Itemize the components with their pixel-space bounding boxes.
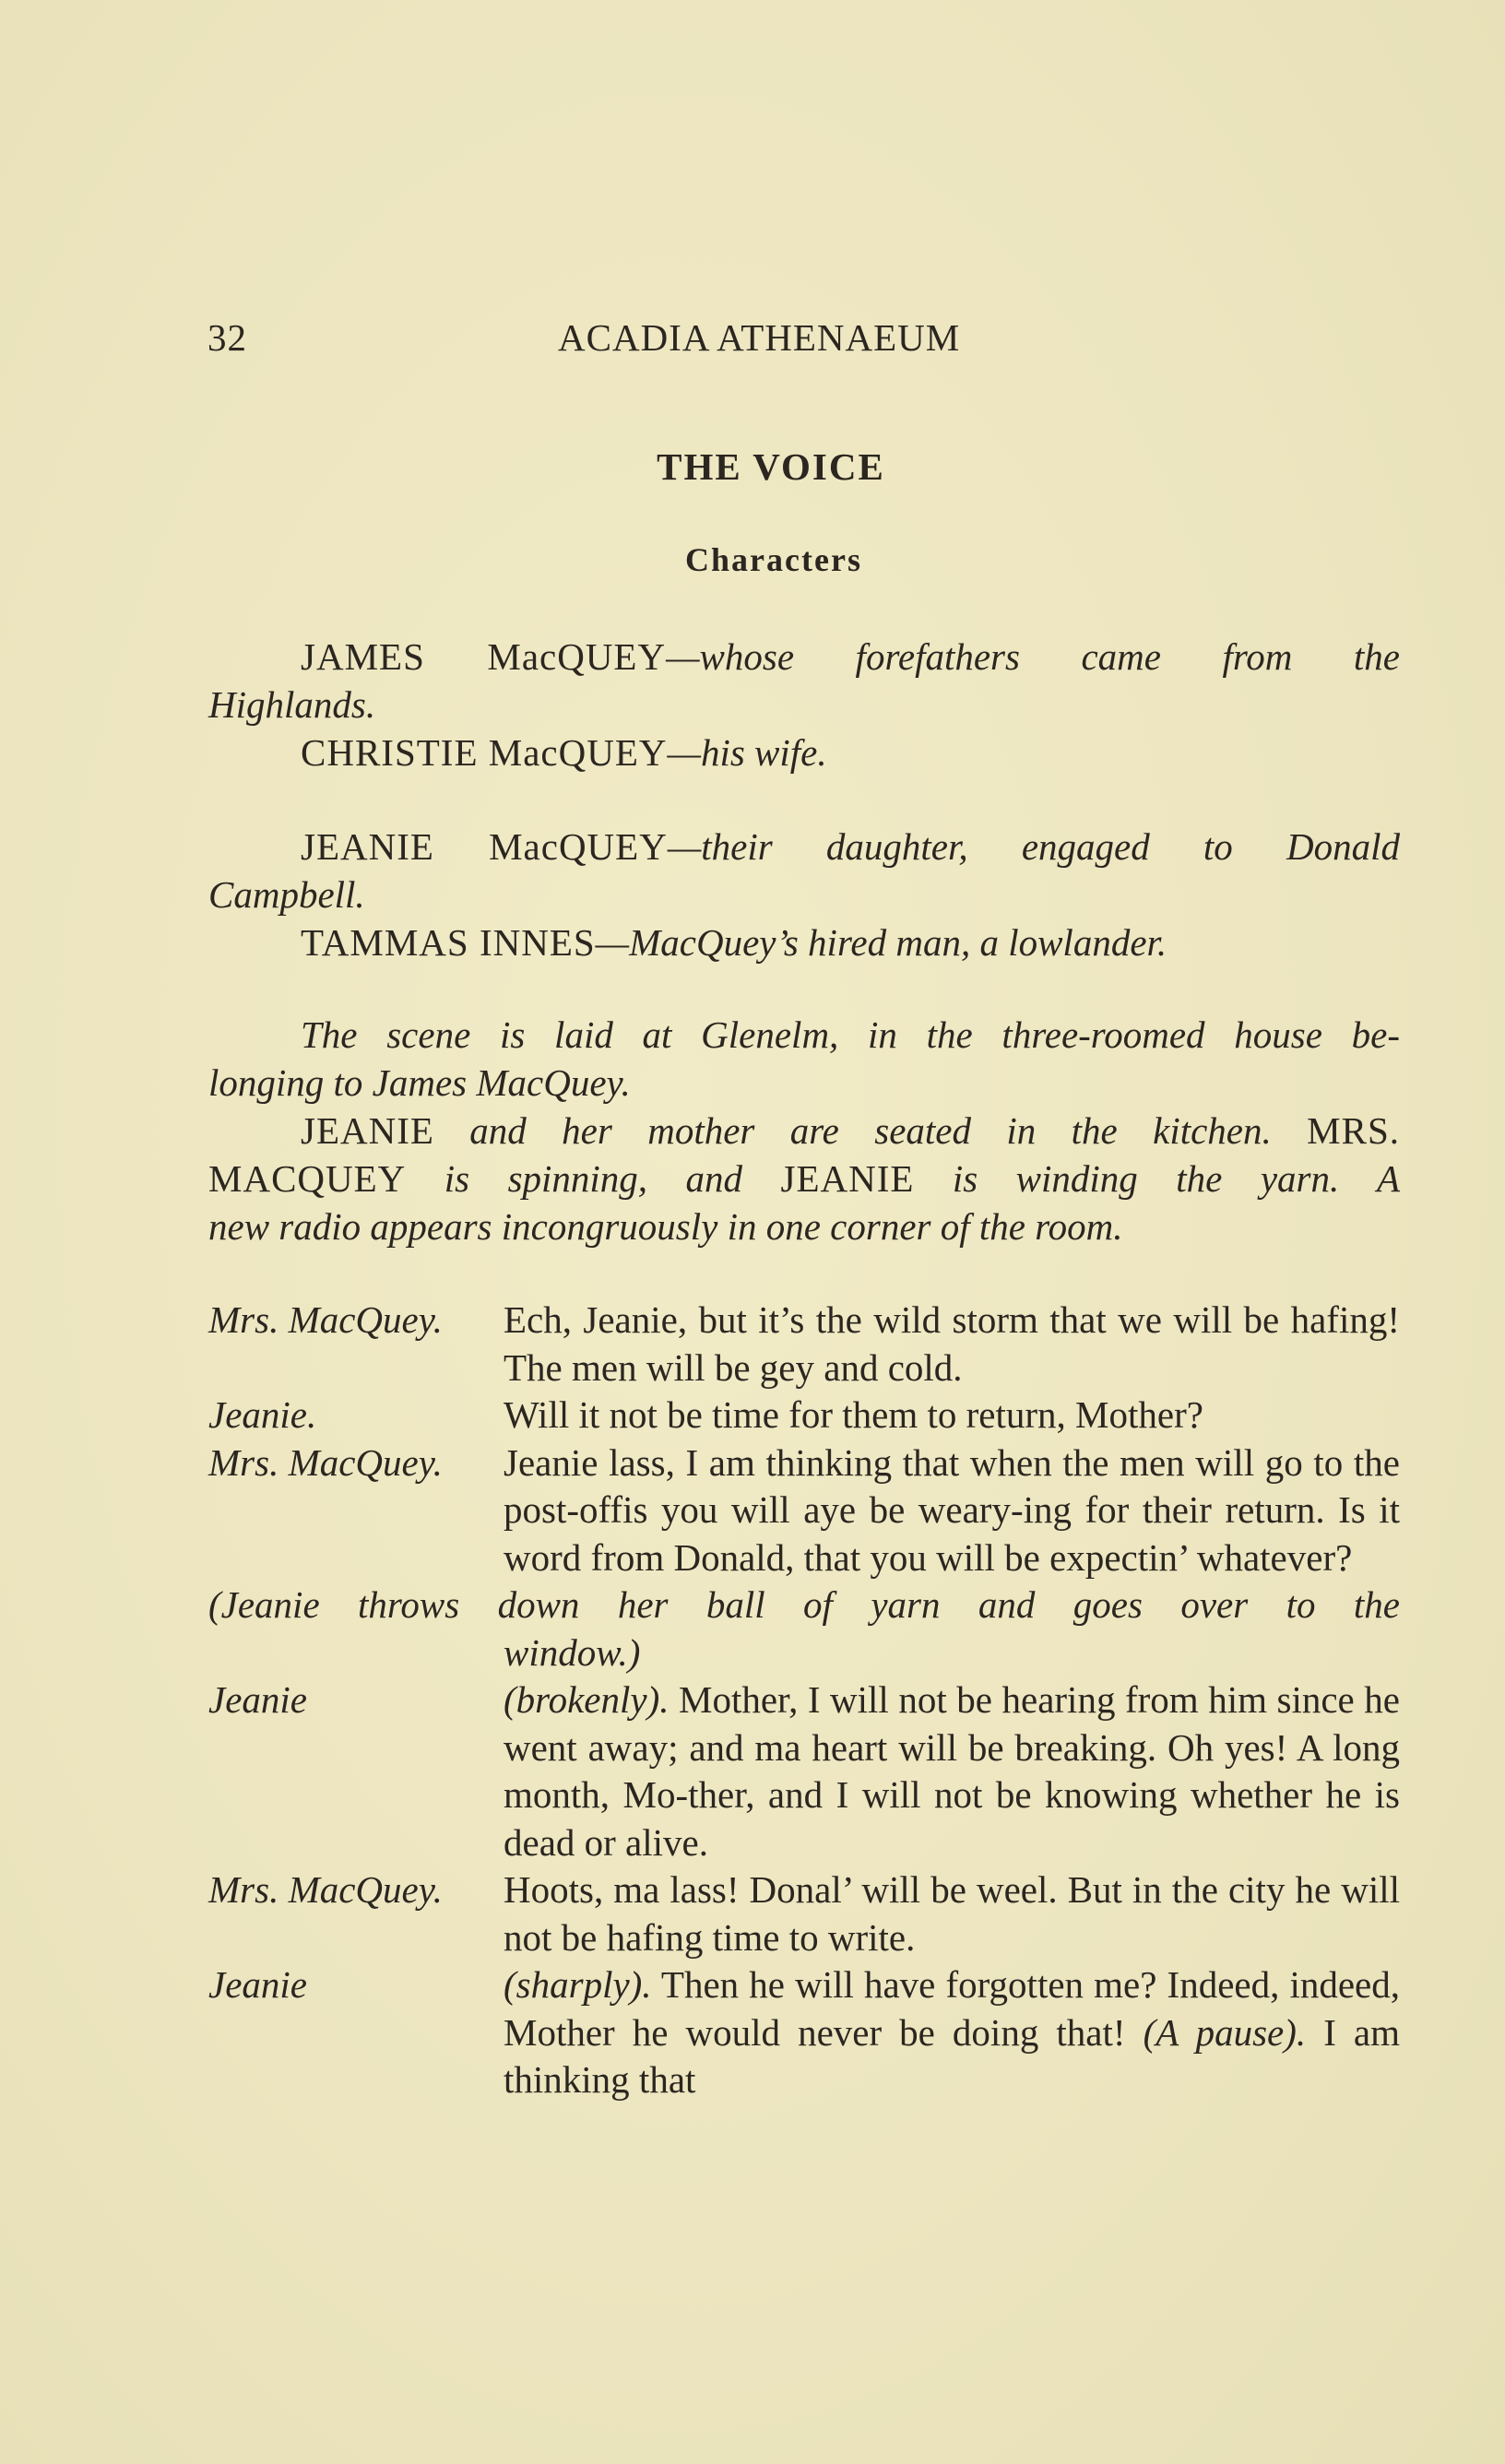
dialogue bbox=[208, 1297, 1400, 2104]
speech-text bbox=[504, 1676, 1400, 1866]
characters-heading: Characters bbox=[685, 541, 862, 578]
scene-line: new radio appears incongruously in one corner of the room. bbox=[208, 1205, 1123, 1248]
speech-text bbox=[504, 1961, 1400, 2104]
page-number: 32 bbox=[207, 316, 247, 359]
scene-line: longing to James MacQuey. bbox=[208, 1061, 631, 1104]
character-entry-james bbox=[208, 633, 1400, 776]
scene-text: and her mother are seated in the kitchen. bbox=[433, 1109, 1308, 1152]
scene-name: MACQUEY bbox=[208, 1157, 407, 1200]
speech-body: I am thinking that bbox=[504, 2010, 1400, 2101]
scene-name: JEANIE bbox=[301, 1109, 434, 1152]
speaker-name: Jeanie bbox=[208, 1678, 307, 1721]
scene-line: The scene is laid at Glenelm, in the three-roomed house be- bbox=[301, 1013, 1400, 1056]
speaker-name: Mrs. MacQuey. bbox=[208, 1868, 443, 1911]
scene-name: JEANIE bbox=[780, 1157, 915, 1200]
dialogue-line bbox=[208, 1297, 1400, 1392]
character-name: JEANIE MacQUEY bbox=[301, 825, 668, 868]
stage-direction-inline: (brokenly). bbox=[504, 1678, 670, 1721]
character-description: —MacQuey’s hired man, a lowlander. bbox=[595, 921, 1167, 964]
character-description: —his wife. bbox=[667, 731, 827, 774]
dialogue-line bbox=[208, 1676, 1400, 1866]
dialogue-line bbox=[208, 1961, 1400, 2104]
stage-direction-cont: window.) bbox=[504, 1630, 641, 1674]
character-description-cont: Highlands. bbox=[208, 683, 376, 726]
stage-direction-inline: (A pause). bbox=[1143, 2010, 1307, 2054]
speaker-name: Mrs. MacQuey. bbox=[208, 1440, 443, 1484]
speaker-name: Jeanie. bbox=[208, 1393, 317, 1436]
character-description: —whose forefathers came from the bbox=[666, 635, 1400, 678]
running-title: ACADIA ATHENAEUM bbox=[558, 316, 961, 359]
speaker-name: Mrs. MacQuey. bbox=[208, 1298, 443, 1341]
character-name: TAMMAS INNES bbox=[301, 921, 596, 964]
speech-text: Will it not be time for them to return, Mother? bbox=[504, 1393, 1203, 1436]
speech-body: Then he will have forgotten me? Indeed, indeed, Mother he would never be doing that! bbox=[504, 1963, 1400, 2054]
speech-text: Jeanie lass, I am thinking that when the men will go to the post-offis you will aye be weary-ing for their return. Is it word from Donald, that you will be expectin’ whatever? bbox=[504, 1440, 1400, 1579]
character-name: JAMES MacQUEY bbox=[301, 635, 667, 678]
scene-description bbox=[208, 1011, 1400, 1250]
page-header bbox=[207, 315, 1406, 371]
character-description-cont: Campbell. bbox=[208, 873, 365, 916]
play-title: THE VOICE bbox=[657, 445, 885, 488]
scene-text: is winding the yarn. A bbox=[914, 1157, 1400, 1200]
scene-text: is spinning, and bbox=[406, 1157, 781, 1200]
speech-text: Ech, Jeanie, but it’s the wild storm that we will be hafing! The men will be gey and cold. bbox=[504, 1298, 1400, 1389]
speech-body: Mother, I will not be hearing from him since he went away; and ma heart will be breaking. Oh yes! A long month, Mo-ther, and I will not be knowing whether he is dead or alive. bbox=[504, 1678, 1400, 1864]
character-description: —their daughter, engaged to Donald bbox=[667, 825, 1400, 868]
stage-direction: (Jeanie throws down her ball of yarn and goes over to the bbox=[208, 1583, 1400, 1626]
character-entry-jeanie bbox=[208, 823, 1400, 966]
dialogue-line bbox=[208, 1439, 1400, 1582]
character-name: CHRISTIE MacQUEY bbox=[301, 731, 668, 774]
speech-text: Hoots, ma lass! Donal’ will be weel. But in the city he will not be hafing time to write. bbox=[504, 1868, 1400, 1959]
stage-direction-inline: (sharply). bbox=[504, 1963, 652, 2006]
dialogue-line bbox=[208, 1392, 1400, 1439]
scene-name: MRS. bbox=[1307, 1109, 1400, 1152]
speaker-name: Jeanie bbox=[208, 1963, 307, 2006]
dialogue-line bbox=[208, 1866, 1400, 1961]
